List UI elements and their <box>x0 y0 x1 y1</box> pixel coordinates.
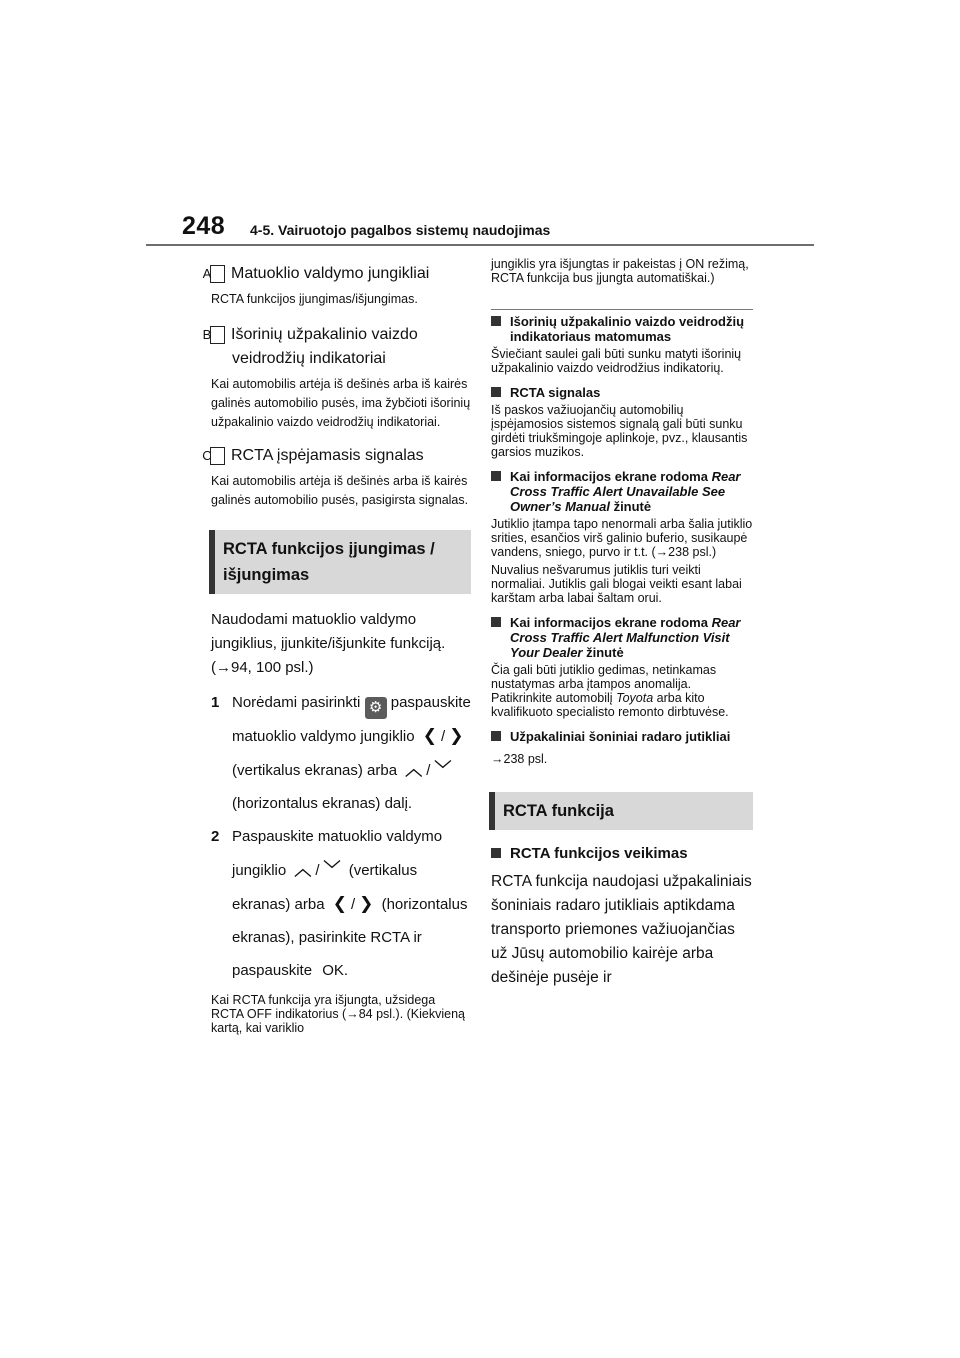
item-a-title: A Matuoklio valdymo jungikliai <box>202 265 430 282</box>
signal-text: Iš paskos važiuojančių automobilių įspėjamosios sistemos signalą gali būti sunku girdėti triukšmingoje aplinkoje, pvz., klausantis garsios muzikos. <box>491 403 748 459</box>
unavailable-heading: Kai informacijos ekrane rodoma Rear Cross Traffic Alert Unavailable See Owner’s Manual žinutė <box>491 469 753 514</box>
square-bullet-icon <box>491 316 501 326</box>
label-b-badge: B <box>210 326 225 344</box>
step-number: 1 <box>211 694 220 711</box>
off-note: Kai RCTA funkcija yra išjungta, užsidega RCTA OFF indikatorius (→84 psl.). (Kiekvieną kartą, kai variklio <box>211 993 466 1035</box>
intro-text: Naudodami matuoklio valdymo jungiklius, įjunkite/išjunkite funkciją. (→94, 100 psl.) <box>211 611 446 676</box>
radar-ref: →238 psl. <box>491 752 548 766</box>
item-a-desc: RCTA funkcijos įjungimas/išjungimas. <box>211 292 418 306</box>
chevron-left-icon: ❮ <box>332 894 347 913</box>
malfunction-heading: Kai informacijos ekrane rodoma Rear Cross Traffic Alert Malfunction Visit Your Dealer žinutė <box>491 615 753 660</box>
step-number: 2 <box>211 828 220 845</box>
step-2: 2 Paspauskite matuoklio valdymo jungiklio ︿ / ﹀ (vertikalus ekranas) arba ❮ / ❯ (horizontalus ekranas), pasirinkite RCTA ir paspauskite OK. <box>211 820 471 987</box>
malfunction-text: Čia gali būti jutiklio gedimas, netinkamas nustatymas arba įtampos anomalija. Patikrinkite automobilį Toyota arba kito kvalifikuoto specialisto remonto dirbtuvėse. <box>491 663 729 719</box>
chevron-down-icon: ﹀ <box>323 860 341 879</box>
square-bullet-icon <box>491 731 501 741</box>
gear-icon: ⚙ <box>365 697 387 719</box>
header-rule <box>146 244 814 246</box>
label-a-badge: A <box>210 265 225 283</box>
chapter-title: 4-5. Vairuotojo pagalbos sistemų naudojimas <box>250 222 551 238</box>
chevron-right-icon: ❯ <box>359 894 374 913</box>
unavailable-text-2: Nuvalius nešvarumus jutiklis turi veikti normaliai. Jutiklis gali blogai veikti esant labai karštam arba labai šaltam orui. <box>491 563 742 605</box>
square-bullet-icon <box>491 387 501 397</box>
operation-text: RCTA funkcija naudojasi užpakaliniais šoniniais radaro jutikliais aptikdama transporto priemones važiuojančias už Jūsų automobilio kairėje arba dešinėje pusėje ir <box>491 873 752 986</box>
square-bullet-icon <box>491 848 501 858</box>
square-bullet-icon <box>491 471 501 481</box>
chevron-down-icon: ﹀ <box>434 760 452 779</box>
chevron-up-icon: ︿ <box>405 760 423 779</box>
step-1: 1 Norėdami pasirinkti ⚙ paspauskite matuoklio valdymo jungiklio ❮ / ❯ (vertikalus ekranas) arba ︿ / ﹀ (horizontalus ekranas) dalį. <box>211 686 471 820</box>
right-column <box>491 257 753 990</box>
item-c-desc: Kai automobilis artėja iš dešinės arba iš kairės galinės automobilio pusės, pasigirsta signalas. <box>211 474 469 507</box>
item-b-desc: Kai automobilis artėja iš dešinės arba iš kairės galinės automobilio pusės, ima žybčioti išorinių užpakalinio vaizdo veidrodžių indikatoriai. <box>211 377 471 429</box>
continued-text: jungiklis yra išjungtas ir pakeistas į ON režimą, RCTA funkcija bus įjungta automatiškai.) <box>491 257 749 285</box>
chevron-up-icon: ︿ <box>294 860 312 879</box>
separator <box>491 309 753 310</box>
item-b-title: B Išorinių užpakalinio vaizdo veidrodžių indikatoriai <box>202 326 418 367</box>
visibility-heading: Išorinių užpakalinio vaizdo veidrodžių indikatoriaus matomumas <box>491 314 753 344</box>
ok-icon: OK <box>322 962 344 979</box>
left-column <box>202 262 471 1035</box>
section-heading-toggle: RCTA funkcijos įjungimas / išjungimas <box>209 530 471 594</box>
square-bullet-icon <box>491 617 501 627</box>
visibility-text: Šviečiant saulei gali būti sunku matyti išorinių užpakalinio vaizdo veidrodžius indikatorių. <box>491 347 742 375</box>
label-c-badge: C <box>210 447 225 465</box>
chevron-right-icon: ❯ <box>449 726 464 745</box>
chevron-left-icon: ❮ <box>422 726 438 745</box>
operation-heading: RCTA funkcijos veikimas <box>491 844 753 864</box>
item-c-title: C RCTA įspėjamasis signalas <box>202 447 424 464</box>
unavailable-text-1: Jutiklio įtampa tapo nenormali arba šalia jutiklio srities, esančios virš galinio buferio, susikaupė vandens, sniego, purvo ir t.t. (→238 psl.) <box>491 517 753 559</box>
radar-heading: Užpakaliniai šoniniai radaro jutikliai <box>491 729 753 744</box>
signal-heading: RCTA signalas <box>491 385 753 400</box>
page-number: 248 <box>182 212 226 240</box>
section-heading-function: RCTA funkcija <box>489 792 753 830</box>
